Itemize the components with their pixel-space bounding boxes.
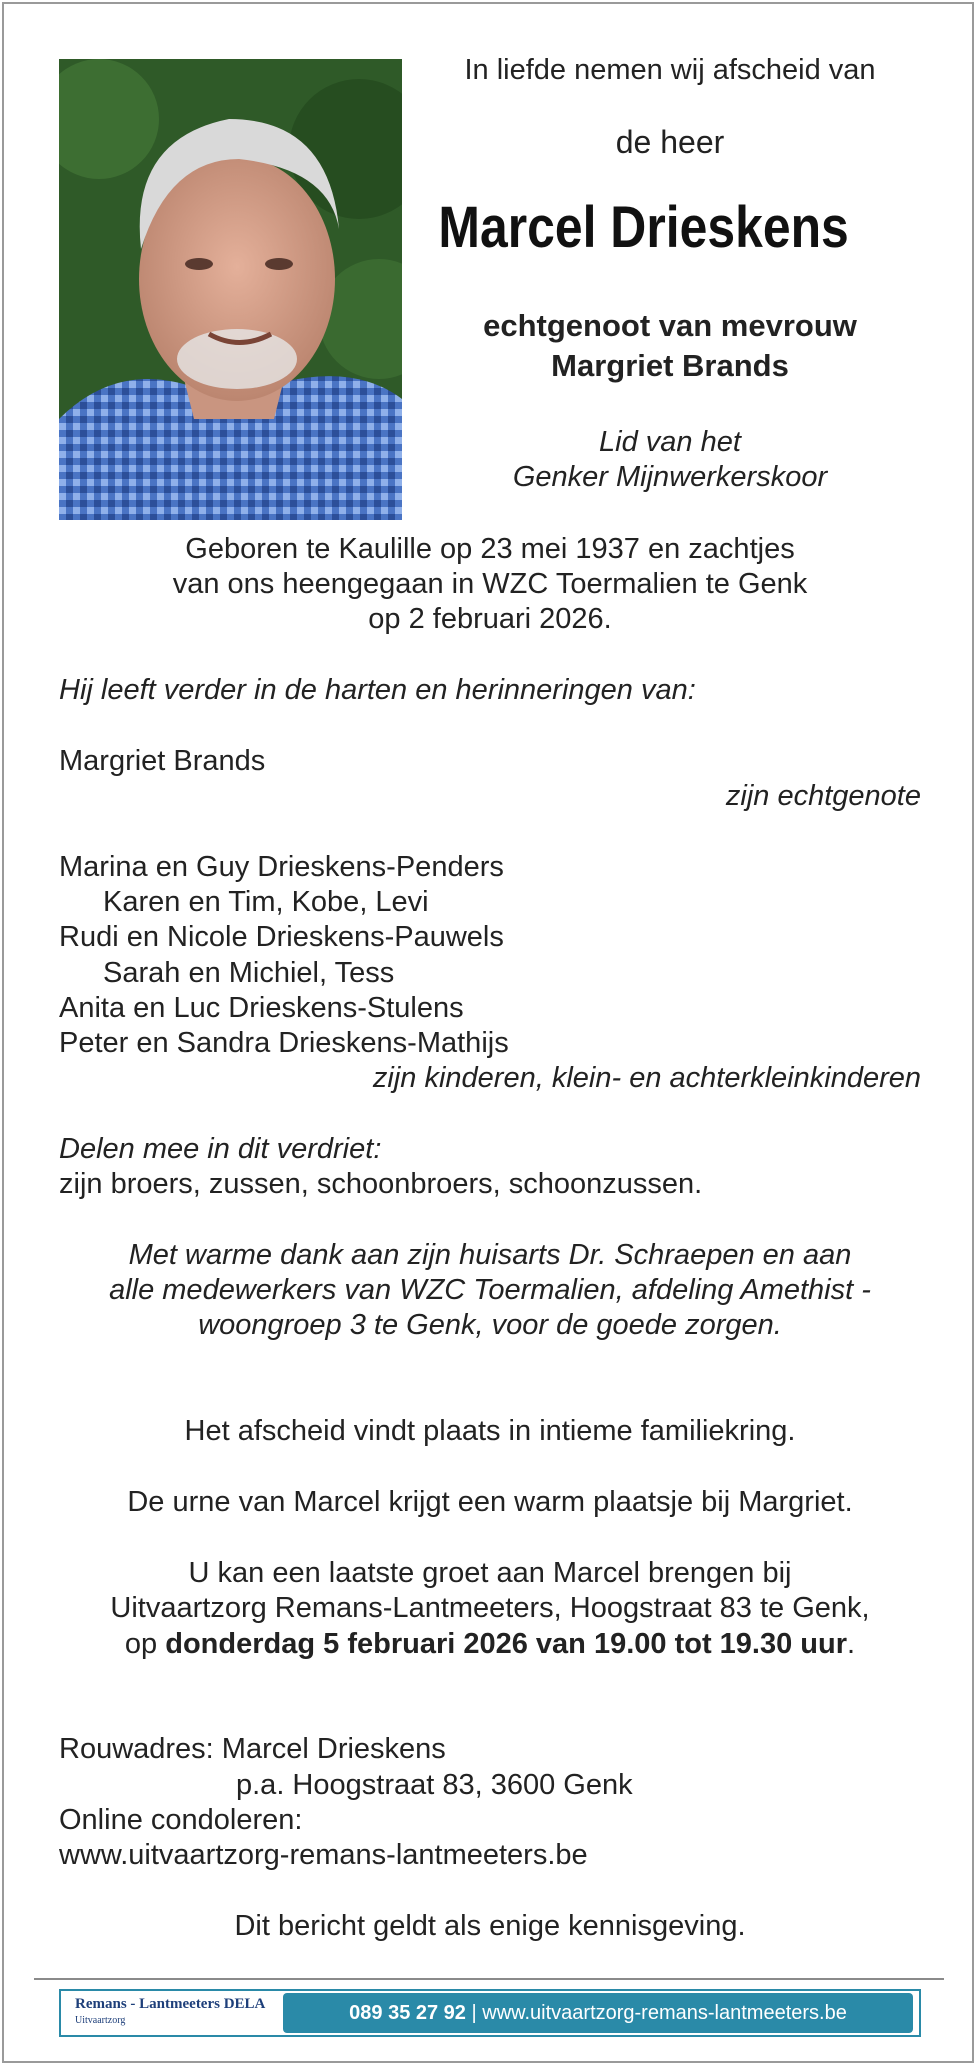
address-line-1: Rouwadres: Marcel Drieskens (59, 1733, 446, 1765)
condolence-label: Online condoleren: (59, 1804, 303, 1836)
member-line-1: Lid van het (599, 426, 741, 458)
share-text: zijn broers, zussen, schoonbroers, schoonzussen. (59, 1168, 703, 1200)
portrait-photo (59, 59, 402, 520)
urn-text: De urne van Marcel krijgt een warm plaatsje bij Margriet. (127, 1486, 853, 1518)
family-line: Sarah en Michiel, Tess (103, 957, 395, 989)
birth-line-1: Geboren te Kaulille op 23 mei 1937 en zachtjes (185, 533, 795, 565)
family-line: Rudi en Nicole Drieskens-Pauwels (59, 921, 504, 953)
footer-separator: | (471, 2002, 477, 2024)
visit-prefix: op (124, 1628, 166, 1660)
spouse-line-1: echtgenoot van mevrouw (483, 308, 857, 343)
address-line-2: p.a. Hoogstraat 83, 3600 Genk (236, 1769, 633, 1801)
deceased-name: Marcel Drieskens (438, 195, 849, 260)
visit-datetime: donderdag 5 februari 2026 van 19.00 tot 19.30 uur (165, 1628, 848, 1660)
thanks-line-1: Met warme dank aan zijn huisarts Dr. Schraepen en aan (128, 1239, 852, 1271)
visit-suffix: . (847, 1628, 856, 1660)
share-intro: Delen mee in dit verdriet: (59, 1133, 382, 1165)
memory-intro: Hij leeft verder in de harten en herinneringen van: (59, 674, 696, 706)
brand-subtitle: Uitvaartzorg (75, 2015, 126, 2026)
spouse-name: Margriet Brands (59, 745, 266, 777)
spouse-line-2: Margriet Brands (551, 348, 789, 383)
spouse-role: zijn echtgenote (725, 780, 921, 812)
farewell-text: Het afscheid vindt plaats in intieme familiekring. (184, 1415, 796, 1447)
visit-line-3 (0, 1626, 980, 1662)
brand-logo: Remans - Lantmeeters DELA (75, 1996, 266, 2012)
footer-banner (59, 1989, 921, 2037)
visit-line-2: Uitvaartzorg Remans-Lantmeeters, Hoogstraat 83 te Genk, (110, 1592, 870, 1624)
condolence-link[interactable]: www.uitvaartzorg-remans-lantmeeters.be (59, 1839, 588, 1871)
footer-contact-bar (283, 1993, 913, 2033)
footer-divider (34, 1978, 944, 1980)
portrait-illustration (59, 59, 402, 520)
birth-line-3: op 2 februari 2026. (368, 603, 612, 635)
footer-website[interactable]: www.uitvaartzorg-remans-lantmeeters.be (482, 2002, 847, 2024)
family-line: Marina en Guy Drieskens-Penders (59, 851, 504, 883)
thanks-line-3: woongroep 3 te Genk, voor de goede zorgen. (198, 1309, 782, 1341)
footer-phone[interactable]: 089 35 27 92 (349, 2002, 466, 2024)
birth-line-2: van ons heengegaan in WZC Toermalien te Genk (172, 568, 808, 600)
family-line: Karen en Tim, Kobe, Levi (103, 886, 429, 918)
salutation: de heer (615, 124, 725, 160)
family-line: Peter en Sandra Drieskens-Mathijs (59, 1027, 509, 1059)
family-line: Anita en Luc Drieskens-Stulens (59, 992, 464, 1024)
thanks-line-2: alle medewerkers van WZC Toermalien, afdeling Amethist - (109, 1274, 871, 1306)
intro-text: In liefde nemen wij afscheid van (464, 54, 876, 86)
family-role: zijn kinderen, klein- en achterkleinkinderen (372, 1062, 921, 1094)
notice-text: Dit bericht geldt als enige kennisgeving. (234, 1910, 746, 1942)
member-line-2: Genker Mijnwerkerskoor (512, 461, 828, 493)
visit-line-1: U kan een laatste groet aan Marcel brengen bij (188, 1557, 792, 1589)
